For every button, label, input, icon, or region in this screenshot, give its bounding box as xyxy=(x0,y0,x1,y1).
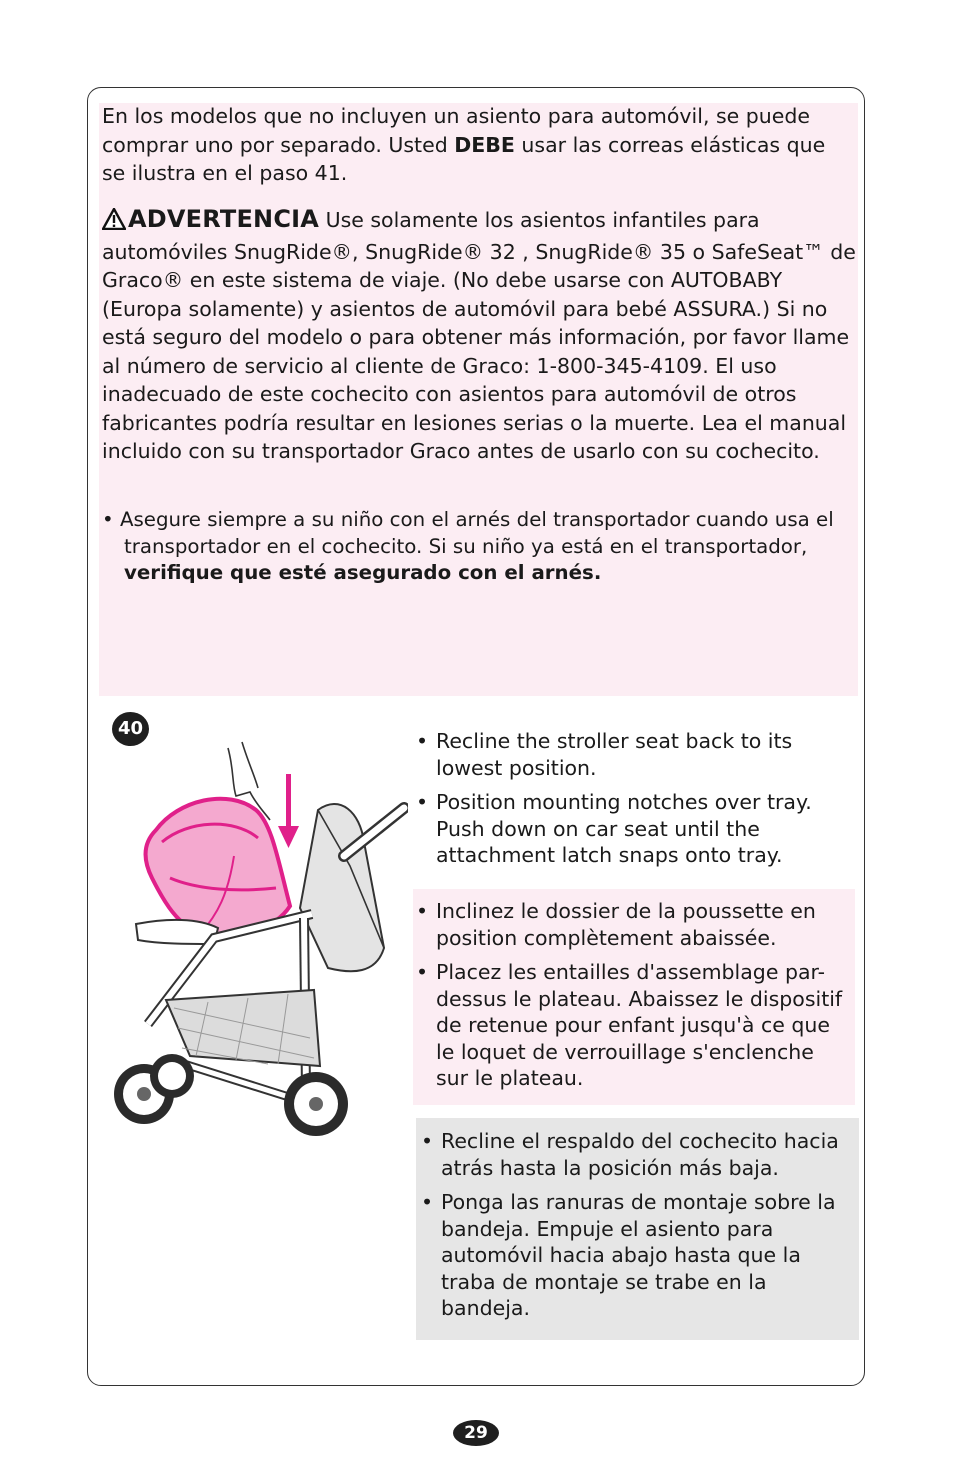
intro-paragraph xyxy=(102,102,852,188)
harness-bold: verifique que esté asegurado con el arnés. xyxy=(124,561,602,584)
warning-label: ADVERTENCIA xyxy=(128,205,320,233)
page-number: 29 xyxy=(453,1420,499,1446)
list-item: • Recline el respaldo del cochecito hacia atrás hasta la posición más baja. xyxy=(421,1128,857,1181)
warning-text: Use solamente los asientos infantiles para automóviles SnugRide®, SnugRide® 32 , SnugRide® 35 o SafeSeat™ de Graco® en este sistema de viaje. (No debe usarse con AUTOBABY (Europa solamente) y asientos de automóvil para bebé ASSURA.) Si no está seguro del modelo o para obtener más información, por favor llame al número de servicio al cliente de Graco: 1-800-345-4109. El uso inadecuado de este cochecito con asientos para automóvil de otros fabricantes podría resultar en lesiones serias o la muerte. Lea el manual incluido con su transportador Graco antes de usarlo con su cochecito. xyxy=(102,208,856,463)
harness-text: Asegure siempre a su niño con el arnés del transportador cuando usa el transportador en el cochecito. Si su niño ya está en el transportador, xyxy=(119,508,834,558)
spanish-instructions xyxy=(421,1128,857,1330)
warning-paragraph xyxy=(102,205,858,466)
list-item: • Recline the stroller seat back to its lowest position. xyxy=(416,728,846,781)
rear-wheel xyxy=(284,1072,348,1136)
warning-triangle-icon xyxy=(102,208,126,238)
list-item: • Ponga las ranuras de montaje sobre la bandeja. Empuje el asiento para automóvil hacia abajo hasta que la traba de montaje se trabe en la bandeja. xyxy=(421,1189,857,1322)
french-instructions xyxy=(416,898,852,1100)
intro-text-end: usar las correas elásticas que se ilustra en el paso 41. xyxy=(102,132,826,185)
step-number-badge: 40 xyxy=(112,712,149,746)
intro-bold: DEBE xyxy=(454,132,515,157)
harness-bullet xyxy=(102,507,864,587)
list-item: • Position mounting notches over tray. Push down on car seat until the attachment latch snaps onto tray. xyxy=(416,789,846,869)
list-item: • Placez les entailles d'assemblage par-dessus le plateau. Abaissez le dispositif de retenue pour enfant jusqu'à ce que le loquet de verrouillage s'enclenche sur le plateau. xyxy=(416,959,852,1092)
intro-text: En los modelos que no incluyen un asiento para automóvil, se puede comprar uno por separado. Usted xyxy=(102,104,811,157)
front-wheel-right xyxy=(150,1054,194,1098)
english-instructions xyxy=(416,728,846,877)
bullet-mark: • xyxy=(102,508,114,531)
list-item: • Inclinez le dossier de la poussette en position complètement abaissée. xyxy=(416,898,852,951)
down-arrow-icon xyxy=(278,774,299,848)
stroller-car-seat-illustration xyxy=(108,738,408,1138)
